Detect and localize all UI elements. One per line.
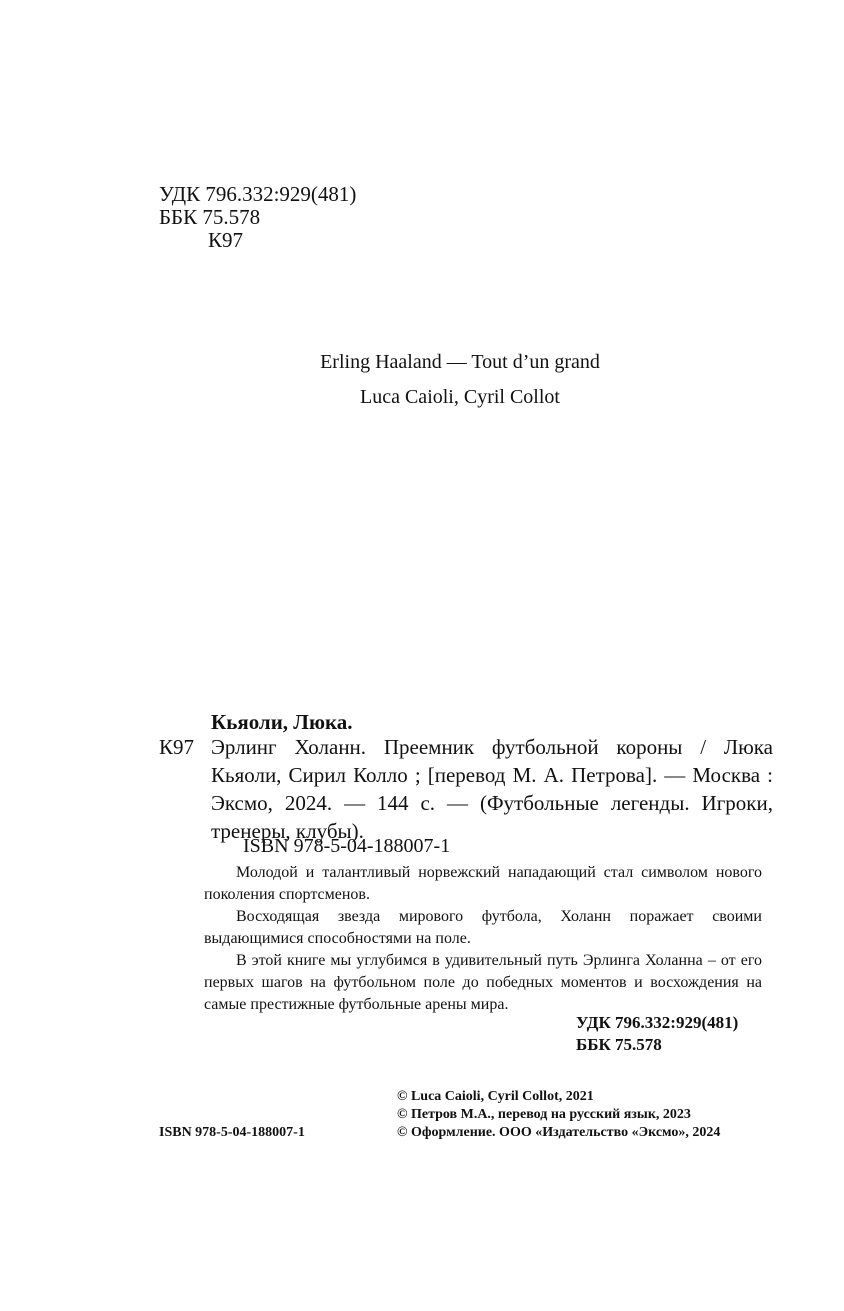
bbk-code-bottom: ББК 75.578: [576, 1035, 662, 1054]
copyright-line: © Оформление. ООО «Издательство «Эксмо», 2024: [397, 1125, 721, 1140]
catalog-isbn: ISBN 978-5-04-188007-1: [243, 835, 451, 857]
annotation-paragraph: Молодой и талантливый норвежский нападающий стал символом нового поколения спортсменов.: [204, 864, 762, 903]
catalog-description: Эрлинг Холанн. Преемник футбольной короны / Люка Кьяоли, Сирил Колло ; [перевод М. А. Петрова]. — Москва : Эксмо, 2024. — 144 с. — (Футбольные легенды. Игроки, тренеры, клубы).: [211, 735, 773, 843]
author-mark: К97: [208, 228, 244, 252]
udk-code-bottom: УДК 796.332:929(481): [576, 1013, 739, 1032]
annotation-paragraph: В этой книге мы углубимся в удивительный путь Эрлинга Холанна – от его первых шагов на футбольном поле до победных моментов и восхождения на самые престижные футбольные арены мира.: [204, 952, 762, 1013]
bbk-code: ББК 75.578: [159, 205, 261, 229]
udk-code: УДК 796.332:929(481): [159, 182, 357, 206]
footer-isbn: ISBN 978-5-04-188007-1: [159, 1125, 305, 1140]
catalog-author-heading: Кьяоли, Люка.: [211, 710, 353, 734]
original-authors: Luca Caioli, Cyril Collot: [360, 386, 560, 408]
copyright-line: © Luca Caioli, Cyril Collot, 2021: [397, 1089, 594, 1104]
annotation-paragraph: Восходящая звезда мирового футбола, Холанн поражает своими выдающимися способностями на поле.: [204, 908, 762, 947]
annotation: [204, 862, 762, 1016]
catalog-author-mark: К97: [159, 735, 195, 759]
original-title: Erling Haaland — Tout d’un grand: [320, 351, 600, 373]
copyright-line: © Петров М.А., перевод на русский язык, 2023: [397, 1107, 691, 1122]
